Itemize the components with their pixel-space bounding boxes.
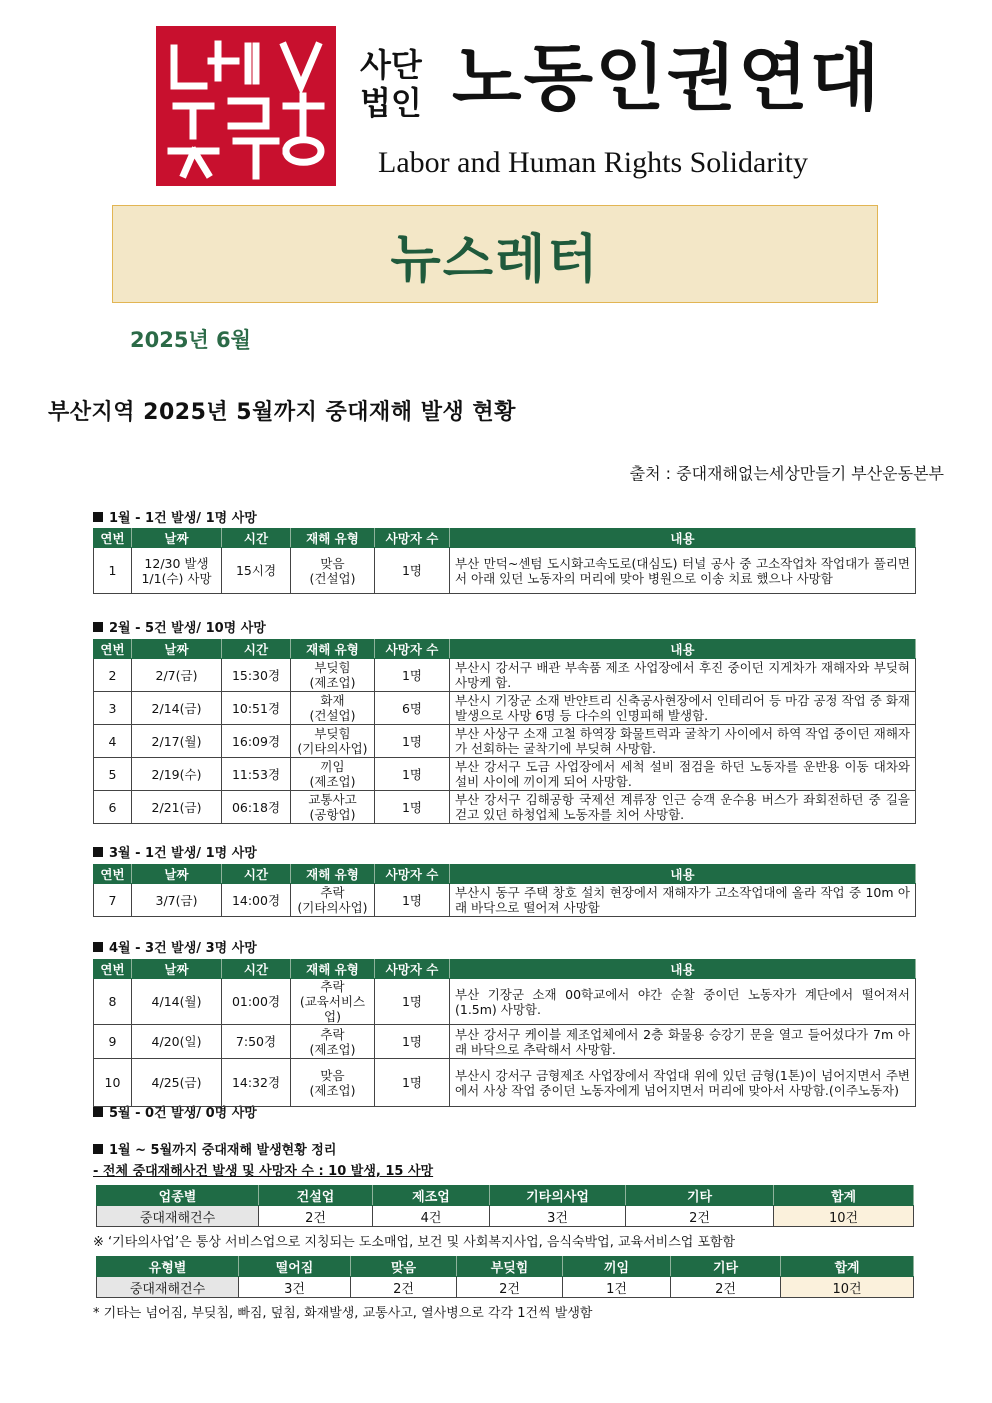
column-header-type: 재해 유형: [291, 865, 375, 884]
column-header-no: 연번: [94, 529, 132, 548]
cell-type: 맞음 (건설업): [291, 548, 375, 594]
square-bullet-icon: [93, 942, 103, 952]
table-row: [94, 979, 916, 1025]
summary-column-header: 기타: [626, 1186, 774, 1206]
column-header-type: 재해 유형: [291, 960, 375, 979]
cell-no: 10: [94, 1059, 132, 1107]
cell-type: 맞음 (제조업): [291, 1059, 375, 1107]
cell-date: 2/17(월): [132, 725, 222, 758]
cell-desc: 부산시 동구 주택 창호 설치 현장에서 재해자가 고소작업대에 올라 작업 중 10m 아래 바닥으로 떨어져 사망함: [450, 884, 916, 917]
column-header-date: 날짜: [132, 865, 222, 884]
cell-type: 추락 (교육서비스업): [291, 979, 375, 1025]
cell-date: 4/20(일): [132, 1025, 222, 1059]
cell-time: 11:53경: [222, 758, 291, 791]
cell-time: 10:51경: [222, 692, 291, 725]
cell-time: 14:00경: [222, 884, 291, 917]
cell-no: 9: [94, 1025, 132, 1059]
cell-desc: 부산시 강서구 금형제조 사업장에서 작업대 위에 있던 금형(1톤)이 넘어지면서 주변에서 사상 작업 중이던 노동자에게 넘어지면서 머리에 맞아서 사망함.(이주노동자): [450, 1059, 916, 1107]
cell-type: 추락 (제조업): [291, 1025, 375, 1059]
column-header-type: 재해 유형: [291, 529, 375, 548]
summary-cell: 2건: [671, 1277, 781, 1298]
table-header-row: [94, 529, 916, 548]
newsletter-banner: [112, 205, 878, 303]
cell-deaths: 1명: [375, 1059, 450, 1107]
cell-time: 16:09경: [222, 725, 291, 758]
summary-column-header: 유형별: [97, 1257, 239, 1277]
summary-row-label: 중대재해건수: [97, 1206, 259, 1227]
column-header-no: 연번: [94, 960, 132, 979]
cell-deaths: 1명: [375, 725, 450, 758]
column-header-deaths: 사망자 수: [375, 865, 450, 884]
column-header-date: 날짜: [132, 529, 222, 548]
summary-cell: 4건: [373, 1206, 490, 1227]
column-header-time: 시간: [222, 640, 291, 659]
table-header-row: [94, 960, 916, 979]
cell-time: 01:00경: [222, 979, 291, 1025]
cell-deaths: 1명: [375, 548, 450, 594]
summary-column-header: 업종별: [97, 1186, 259, 1206]
column-header-time: 시간: [222, 529, 291, 548]
column-header-desc: 내용: [450, 865, 916, 884]
table-row: [94, 548, 916, 594]
cell-type: 부딪힘 (제조업): [291, 659, 375, 692]
summary-cell: 10건: [781, 1277, 914, 1298]
source-note: 출처 : 중대재해없는세상만들기 부산운동본부: [629, 464, 944, 483]
cell-deaths: 6명: [375, 692, 450, 725]
cell-date: 3/7(금): [132, 884, 222, 917]
org-name-english: Labor and Human Rights Solidarity: [378, 146, 808, 179]
cell-date: 4/14(월): [132, 979, 222, 1025]
cell-desc: 부산 강서구 도금 사업장에서 세척 설비 점검을 하던 노동자를 운반용 이동 대차와 설비 사이에 끼이게 되어 사망함.: [450, 758, 916, 791]
cell-deaths: 1명: [375, 979, 450, 1025]
cell-time: 7:50경: [222, 1025, 291, 1059]
summary-column-header: 제조업: [373, 1186, 490, 1206]
seal-icon: [156, 26, 336, 186]
cell-type: 교통사고 (공항업): [291, 791, 375, 824]
cell-date: 2/14(금): [132, 692, 222, 725]
summary-cell: 2건: [626, 1206, 774, 1227]
cell-date: 4/25(금): [132, 1059, 222, 1107]
table-header-row: [94, 865, 916, 884]
industry-note: ※ ‘기타의사업’은 통상 서비스업으로 지칭되는 도소매업, 보건 및 사회복지사업, 음식숙박업, 교육서비스업 포함함: [93, 1235, 736, 1250]
section-heading-mar: 3월 - 1건 발생/ 1명 사망: [93, 842, 257, 861]
summary-header-row: [97, 1186, 914, 1206]
cell-date: 2/21(금): [132, 791, 222, 824]
cell-date: 2/19(수): [132, 758, 222, 791]
type-summary-table: [96, 1256, 914, 1298]
cell-desc: 부산시 강서구 배관 부속품 제조 사업장에서 후진 중이던 지게차가 재해자와 부딪혀 사망케 함.: [450, 659, 916, 692]
industry-summary-table: [96, 1185, 914, 1227]
cell-no: 8: [94, 979, 132, 1025]
cell-desc: 부산 강서구 김해공항 국제선 계류장 인근 승객 운수용 버스가 좌회전하던 중 길을 걷고 있던 하청업체 노동자를 치어 사망함.: [450, 791, 916, 824]
cell-deaths: 1명: [375, 884, 450, 917]
cell-type: 끼임 (제조업): [291, 758, 375, 791]
column-header-date: 날짜: [132, 640, 222, 659]
square-bullet-icon: [93, 847, 103, 857]
section-heading-may: 5월 - 0건 발생/ 0명 사망: [93, 1102, 257, 1121]
summary-data-row: [97, 1206, 914, 1227]
column-header-no: 연번: [94, 640, 132, 659]
organization-seal-logo: [156, 26, 336, 186]
org-name-logotype: 노동인권연대: [452, 35, 882, 120]
incident-table-jan: [93, 528, 916, 594]
cell-time: 15시경: [222, 548, 291, 594]
incident-table-feb: [93, 639, 916, 824]
column-header-type: 재해 유형: [291, 640, 375, 659]
summary-cell: 2건: [351, 1277, 457, 1298]
cell-type: 부딪힘 (기타의사업): [291, 725, 375, 758]
cell-no: 2: [94, 659, 132, 692]
summary-column-header: 합계: [774, 1186, 914, 1206]
table-row: [94, 758, 916, 791]
summary-column-header: 떨어짐: [239, 1257, 351, 1277]
cell-type: 화재 (건설업): [291, 692, 375, 725]
square-bullet-icon: [93, 622, 103, 632]
section-heading-jan: 1월 - 1건 발생/ 1명 사망: [93, 507, 257, 526]
column-header-desc: 내용: [450, 529, 916, 548]
type-note: * 기타는 넘어짐, 부딪침, 빠짐, 덮침, 화재발생, 교통사고, 열사병으로 각각 1건씩 발생함: [93, 1306, 593, 1321]
cell-desc: 부산 강서구 케이블 제조업체에서 2층 화물용 승강기 문을 열고 들어섰다가 7m 아래 바닥으로 추락해서 사망함.: [450, 1025, 916, 1059]
column-header-desc: 내용: [450, 960, 916, 979]
cell-deaths: 1명: [375, 758, 450, 791]
summary-title: 1월 ~ 5월까지 중대재해 발생현황 정리: [93, 1139, 336, 1158]
square-bullet-icon: [93, 1144, 103, 1154]
column-header-desc: 내용: [450, 640, 916, 659]
square-bullet-icon: [93, 512, 103, 522]
cell-date: 2/7(금): [132, 659, 222, 692]
summary-row-label: 중대재해건수: [97, 1277, 239, 1298]
summary-cell: 3건: [490, 1206, 626, 1227]
summary-cell: 10건: [774, 1206, 914, 1227]
cell-no: 6: [94, 791, 132, 824]
summary-column-header: 맞음: [351, 1257, 457, 1277]
summary-column-header: 부딪힘: [457, 1257, 563, 1277]
summary-column-header: 기타: [671, 1257, 781, 1277]
section-heading-apr: 4월 - 3건 발생/ 3명 사망: [93, 937, 257, 956]
table-row: [94, 692, 916, 725]
table-header-row: [94, 640, 916, 659]
column-header-time: 시간: [222, 865, 291, 884]
summary-column-header: 건설업: [259, 1186, 373, 1206]
summary-data-row: [97, 1277, 914, 1298]
cell-no: 1: [94, 548, 132, 594]
square-bullet-icon: [93, 1107, 103, 1117]
table-row: [94, 725, 916, 758]
cell-no: 4: [94, 725, 132, 758]
cell-desc: 부산 만덕~센텀 도시화고속도로(대심도) 터널 공사 중 고소작업차 작업대가 풀리면서 아래 있던 노동자의 머리에 맞아 병원으로 이송 치료 했으나 사망함: [450, 548, 916, 594]
cell-time: 06:18경: [222, 791, 291, 824]
cell-deaths: 1명: [375, 791, 450, 824]
summary-header-row: [97, 1257, 914, 1277]
page-title: 부산지역 2025년 5월까지 중대재해 발생 현황: [48, 400, 516, 425]
summary-column-header: 끼임: [563, 1257, 671, 1277]
cell-desc: 부산시 기장군 소재 반얀트리 신축공사현장에서 인테리어 등 마감 공정 작업 중 화재 발생으로 사망 6명 등 다수의 인명피해 발생함.: [450, 692, 916, 725]
cell-deaths: 1명: [375, 659, 450, 692]
cell-time: 14:32경: [222, 1059, 291, 1107]
cell-date: 12/30 발생 1/1(수) 사망: [132, 548, 222, 594]
summary-column-header: 합계: [781, 1257, 914, 1277]
cell-desc: 부산 사상구 소재 고철 하역장 화물트럭과 굴착기 사이에서 하역 작업 중이던 재해자가 선회하는 굴착기에 부딪혀 사망함.: [450, 725, 916, 758]
cell-no: 7: [94, 884, 132, 917]
newsletter-title: 뉴스레터: [390, 229, 600, 290]
column-header-no: 연번: [94, 865, 132, 884]
section-heading-feb: 2월 - 5건 발생/ 10명 사망: [93, 617, 266, 636]
column-header-deaths: 사망자 수: [375, 529, 450, 548]
table-row: [94, 791, 916, 824]
issue-date: 2025년 6월: [130, 328, 251, 352]
summary-column-header: 기타의사업: [490, 1186, 626, 1206]
cell-type: 추락 (기타의사업): [291, 884, 375, 917]
table-row: [94, 659, 916, 692]
org-type-label: 사단법인: [360, 46, 422, 122]
table-row: [94, 1059, 916, 1107]
cell-deaths: 1명: [375, 1025, 450, 1059]
table-row: [94, 1025, 916, 1059]
summary-cell: 2건: [457, 1277, 563, 1298]
cell-desc: 부산 기장군 소재 00학교에서 야간 순찰 중이던 노동자가 계단에서 떨어져서(1.5m) 사망함.: [450, 979, 916, 1025]
column-header-deaths: 사망자 수: [375, 960, 450, 979]
incident-table-apr: [93, 959, 916, 1107]
incident-table-mar: [93, 864, 916, 917]
cell-time: 15:30경: [222, 659, 291, 692]
cell-no: 3: [94, 692, 132, 725]
summary-cell: 1건: [563, 1277, 671, 1298]
summary-cell: 3건: [239, 1277, 351, 1298]
column-header-date: 날짜: [132, 960, 222, 979]
cell-no: 5: [94, 758, 132, 791]
summary-subtitle: - 전체 중대재해사건 발생 및 사망자 수 : 10 발생, 15 사망: [93, 1164, 434, 1179]
table-row: [94, 884, 916, 917]
column-header-deaths: 사망자 수: [375, 640, 450, 659]
column-header-time: 시간: [222, 960, 291, 979]
summary-cell: 2건: [259, 1206, 373, 1227]
